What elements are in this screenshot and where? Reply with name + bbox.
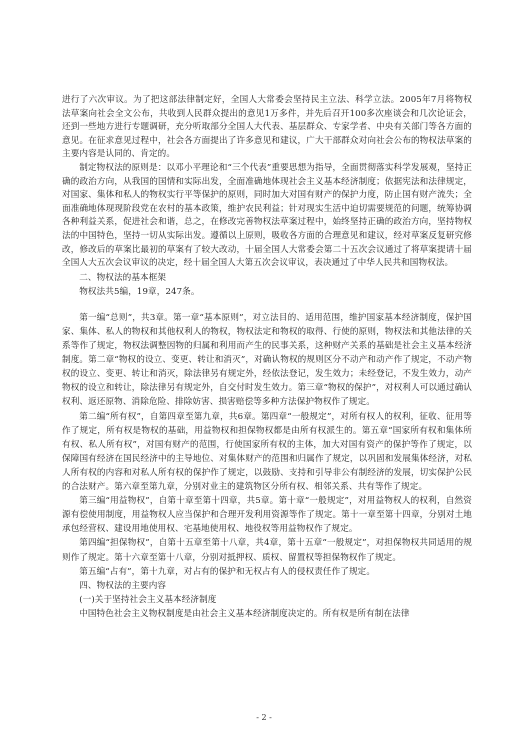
paragraph-property-system: 中国特色社会主义物权制度是由社会主义基本经济制度决定的。所有权是所有制在法律 [79,608,410,619]
paragraph-legislative-process: 进行了六次审议。为了把这部法律制定好，全国人大常委会坚持民主立法、科学立法。2005年7月将物权法草案向社会全文公布，共收到人民群众提出的意见1万多件，并先后召开100多次座谈会和几次论证会，还到一些地方进行专题调研，充分听取部分全国人大代表、基层群众、专家学者、中央有关部门等各方面的意见。在征求意见过程中，社会各方面提出了许多意见和建议，广大干部群众对向社会公布的物权法草案的主要内容是认同的、肯定的。 [62,95,472,160]
paragraph-part-one: 第一编“总则”，共3章。第一章“基本原则”，对立法目的、适用范围，维护国家基本经济制度，保护国家、集体、私人的物权和其他权利人的物权，物权法定和物权的取得、行使的原则，物权法和其他法律的关系等作了规定，物权法调整因物的归属和利用而产生的民事关系，这种财产关系的基础是社会主义基本经济制度。第二章“物权的设立、变更、转让和消灭”，对确认物权的规则区分不动产和动产作了规定，不动产物权的设立、变更、转让和消灭，除法律另有规定外，经依法登记，发生效力；未经登记，不发生效力，动产物权的设立和转让，除法律另有规定外，自交付时发生效力。第三章“物权的保护”，对权利人可以通过确认权利、返还原物、消除危险、排除妨害、损害赔偿等多种方法保护物权作了规定。 [62,312,472,408]
section-heading-framework: 二、物权法的基本框架 [79,272,167,283]
paragraph-part-four: 第四编“担保物权”，自第十五章至第十八章，共4章，第十五章“一般规定”，对担保物权共同适用的规则作了规定。第十六章至第十八章，分别对抵押权、质权、留置权等担保物权作了规定。 [62,538,472,563]
paragraph-structure-count: 物权法共5编，19章，247条。 [79,286,200,297]
paragraph-part-three: 第三编“用益物权”，自第十章至第十四章，共5章。第十章“一般规定”，对用益物权人的权利，自然资源有偿使用制度，用益物权人应当保护和合理开发利用资源等作了规定。第十一章至第十四章，分别对土地承包经营权、建设用地使用权、宅基地使用权、地役权等用益物权作了规定。 [62,496,472,535]
section-heading-main-content: 四、物权法的主要内容 [79,580,167,591]
paragraph-part-two: 第二编“所有权”，自第四章至第九章，共6章。第四章“一般规定”，对所有权人的权利，征收、征用等作了规定，所有权是物权的基础，用益物权和担保物权都是由所有权派生的。第五章“国家所有权和集体所有权、私人所有权”，对国有财产的范围，行使国家所有权的主体，加大对国有资产的保护等作了规定，以保障国有经济在国民经济中的主导地位、对集体财产的范围和归属作了规定，以巩固和发展集体经济，对私人所有权的内容和对私人所有权的保护作了规定，以鼓励、支持和引导非公有制经济的发展，切实保护公民的合法财产。第六章至第九章，分别对业主的建筑物区分所有权、相邻关系、共有等作了规定。 [62,411,472,493]
document-body [62,94,472,621]
subsection-heading-economic-system: (一)关于坚持社会主义基本经济制度 [79,594,217,605]
page-number: - 2 - [256,713,272,722]
paragraph-part-five: 第五编“占有”，第十九章，对占有的保护和无权占有人的侵权责任作了规定。 [79,566,376,577]
paragraph-principles: 制定物权法的原则是：以邓小平理论和“三个代表”重要思想为指导，全面贯彻落实科学发展观，坚持正确的政治方向，从我国的国情和实际出发，全面准确地体现社会主义基本经济制度；依据宪法和法律规定，对国家、集体和私人的物权实行平等保护的原则，同时加大对国有财产的保护力度，防止国有财产流失；全面准确地体现现阶段党在农村的基本政策，维护农民利益；针对现实生活中迫切需要规范的问题，统筹协调各种利益关系，促进社会和谐，总之，在修改完善物权法草案过程中，始终坚持正确的政治方向，坚持物权法的中国特色，坚持一切从实际出发。遵循以上原则，吸收各方面的合理意见和建议，经对草案反复研究修改，修改后的草案比最初的草案有了较大改动，十届全国人大常委会第二十五次会议通过了将草案提请十届全国人大五次会议审议的决定，经十届全国人大第五次会议审议，表决通过了中华人民共和国物权法。 [62,162,472,269]
